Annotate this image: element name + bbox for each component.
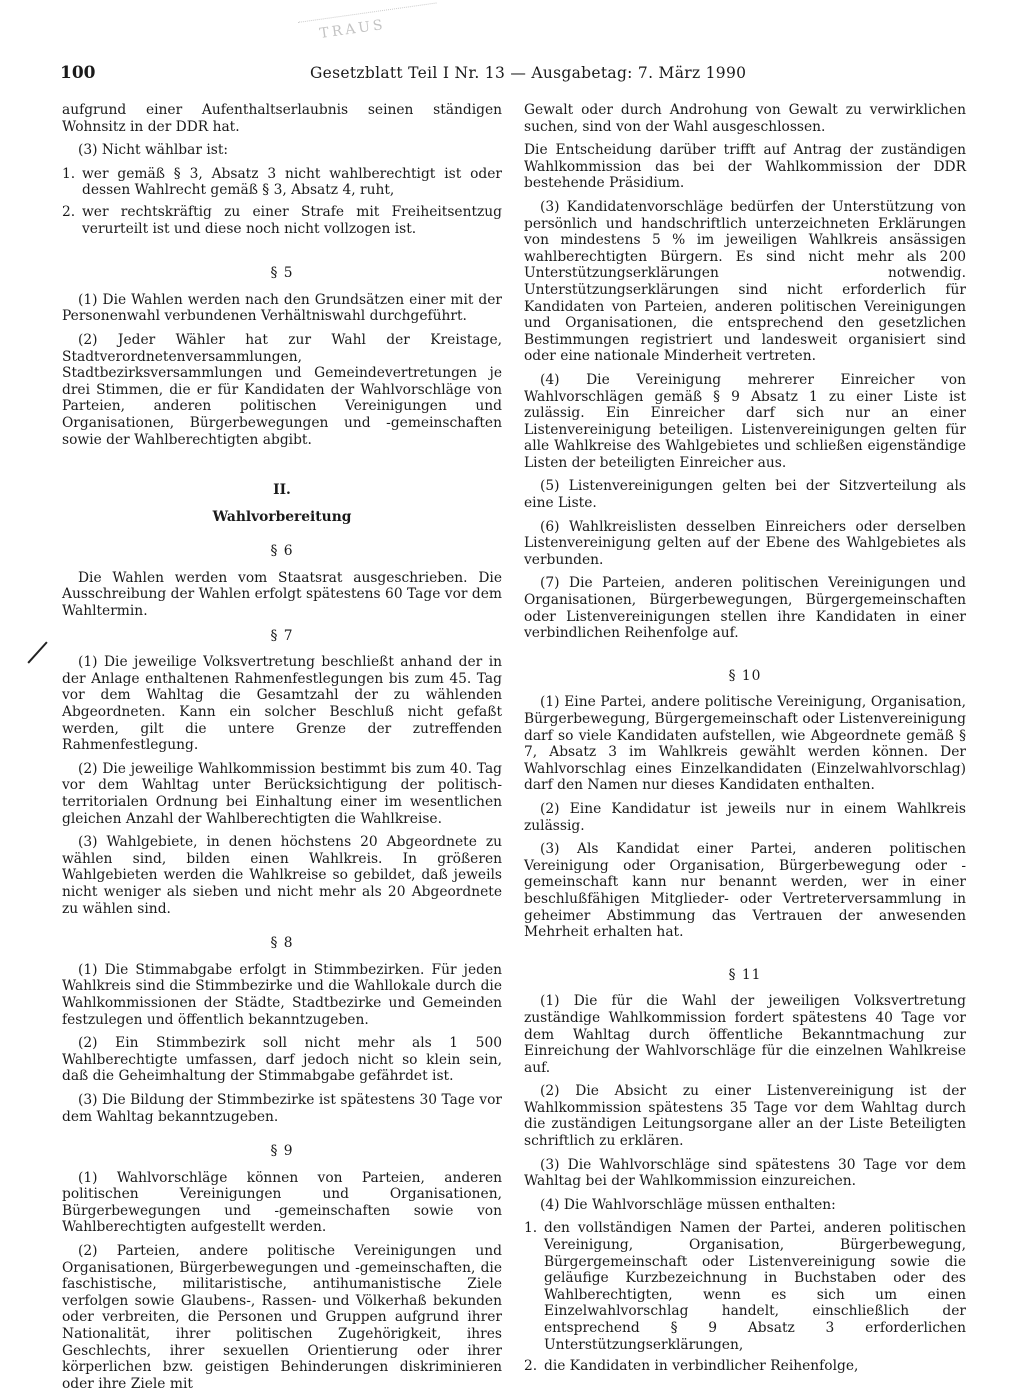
list-text: den vollständigen Namen der Partei, anderen politischen Vereinigung, Organisation, Bürgerbewegung, Bürgergemeinschaft oder Listenvereinigung sowie die geläufige Kurzbezeichnung in Buchstaben oder des Wahlberechtigten, wenn es sich um einen Einzelwahlvorschlag handelt, einschließlich der entsprechend § 9 Absatz 3 erforderlichen Unterstützungserklärungen, (544, 1220, 966, 1353)
section-heading: § 9 (270, 1143, 294, 1160)
paragraph: aufgrund einer Aufenthaltserlaubnis seinen ständigen Wohnsitz in der DDR hat. (62, 102, 502, 135)
paragraph: (7) Die Parteien, anderen politischen Vereinigungen und Organisationen, Bürgerbewegungen, Bürgergemeinschaften oder Listenvereinigungen stellen ihre Kandidaten in einer verbindlichen Reihenfolge auf. (524, 575, 966, 642)
list-item (524, 1358, 966, 1375)
paragraph: (1) Die für die Wahl der jeweiligen Volksvertretung zuständige Wahlkommission fordert spätestens 40 Tage vor dem Wahltag durch öffentliche Bekanntmachung zur Einreichung der Wahlvorschläge für die einzelnen Wahlkreise auf. (524, 993, 966, 1076)
paragraph: (1) Die Stimmabgabe erfolgt in Stimmbezirken. Für jeden Wahlkreis sind die Stimmbezirke und die Wahllokale durch die Wahlkommissionen der Städte, Stadtbezirke und Gemeinden festzulegen und öffentlich bekanntzugeben. (62, 961, 502, 1028)
section-heading: § 11 (728, 966, 762, 983)
paragraph: (1) Die Wahlen werden nach den Grundsätzen einer mit der Personenwahl verbundenen Verhältniswahl durchgeführt. (62, 291, 502, 325)
list-number: 1. (524, 1220, 538, 1237)
section-heading: § 7 (270, 627, 294, 644)
page-header (60, 63, 984, 87)
section-heading: § 10 (728, 667, 762, 684)
paragraph: (1) Wahlvorschläge können von Parteien, anderen politischen Vereinigungen und Organisationen, Bürgerbewegungen und -gemeinschaften sowie von Wahlberechtigten aufgestellt werden. (62, 1169, 502, 1236)
paragraph: (3) Nicht wählbar ist: (78, 142, 229, 159)
page-number: 100 (60, 63, 96, 83)
list-item (62, 166, 502, 199)
list-number: 1. (62, 165, 76, 182)
paragraph: (3) Die Bildung der Stimmbezirke ist spätestens 30 Tage vor dem Wahltag bekanntzugeben. (62, 1091, 502, 1125)
receipt-stamp (298, 2, 442, 62)
stamp-text: TRAUS (318, 16, 387, 42)
paragraph: (2) Die Absicht zu einer Listenvereinigung ist der Wahlkommission spätestens 35 Tage vor dem Wahltag durch die zuständigen Leitungsorgane aller an der Liste Beteiligten schriftlich zu erklären. (524, 1083, 966, 1150)
margin-pen-mark (27, 641, 47, 663)
paragraph: Gewalt oder durch Androhung von Gewalt zu verwirklichen suchen, sind von der Wahl ausgeschlossen. (524, 102, 966, 135)
paragraph: (4) Die Vereinigung mehrerer Einreicher von Wahlvorschlägen gemäß § 9 Absatz 1 zu einer Liste ist zulässig. Ein Einreicher darf sich nur an einer Listenvereinigung beteiligen. Listenvereinigungen gelten für alle Wahlkreise des Wahlgebietes und schließen eigenständige Listen der beteiligten Einreicher aus. (524, 371, 966, 471)
running-title: Gesetzblatt Teil I Nr. 13 — Ausgabetag: 7. März 1990 (310, 64, 747, 82)
section-heading: § 6 (270, 543, 294, 560)
paragraph: (3) Die Wahlvorschläge sind spätestens 30 Tage vor dem Wahltag bei der Wahlkommission einzureichen. (524, 1156, 966, 1190)
paragraph: (6) Wahlkreislisten desselben Einreichers oder derselben Listenvereinigung gelten auf der Ebene des Wahlgebietes als verbunden. (524, 518, 966, 568)
paragraph: (3) Wahlgebiete, in denen höchstens 20 Abgeordnete zu wählen sind, bilden einen Wahlkreis. In größeren Wahlgebieten werden die Wahlkreise so gebildet, daß jeweils nicht weniger als sieben und nicht mehr als 20 Abgeordnete zu wählen sind. (62, 834, 502, 917)
list-item (62, 204, 502, 237)
list-text: die Kandidaten in verbindlicher Reihenfolge, (544, 1358, 859, 1375)
paragraph: (3) Als Kandidat einer Partei, anderen politischen Vereinigung oder Organisation, Bürgerbewegung oder -gemeinschaft kann nur benannt werden, wer in einer beschlußfähigen Mitglieder- oder Vertreterversammlung in geheimer Abstimmung das Vertrauen der anwesenden Mehrheit erhalten hat. (524, 841, 966, 941)
paragraph: (2) Jeder Wähler hat zur Wahl der Kreistage, Stadtverordnetenversammlungen, Stadtbezirksversammlungen und Gemeindevertretungen je drei Stimmen, die er für Kandidaten der Wahlvorschläge von Parteien, anderen politischen Vereinigungen und Organisationen, Bürgerbewegungen und -gemeinschaften sowie der Wahlberechtigten abgibt. (62, 331, 502, 448)
list-item (524, 1220, 966, 1353)
paragraph: Die Wahlen werden vom Staatsrat ausgeschrieben. Die Ausschreibung der Wahlen erfolgt spätestens 60 Tage vor dem Wahltermin. (62, 569, 502, 620)
left-column (62, 102, 502, 1399)
list-number: 2. (524, 1358, 538, 1375)
paragraph: (2) Die jeweilige Wahlkommission bestimmt bis zum 40. Tag vor dem Wahltag unter Berücksichtigung der politisch-territorialen Ordnung bei Einhaltung einer im wesentlichen gleichen Anzahl der Wahlberechtigten die Wahlkreise. (62, 760, 502, 827)
paragraph: Die Entscheidung darüber trifft auf Antrag der zuständigen Wahlkommission das bei der Wahlkommission der DDR bestehende Präsidium. (524, 142, 966, 192)
paragraph: (2) Parteien, andere politische Vereinigungen und Organisationen, Bürgerbewegungen und -gemeinschaften, die faschistische, militaristische, antihumanistische Ziele verfolgen sowie Glaubens-, Rassen- und Völkerhaß bekunden oder verbreiten, die Personen und Gruppen aufgrund ihrer Nationalität, ihrer politischen Zugehörigkeit, ihres Geschlechts, ihrer sexuellen Orientierung oder ihrer körperlichen bzw. geistigen Behinderungen diskriminieren oder ihre Ziele mit (62, 1243, 502, 1392)
section-heading: § 5 (270, 265, 294, 282)
list-text: wer gemäß § 3, Absatz 3 nicht wahlberechtigt ist oder dessen Wahlrecht gemäß § 3, Absatz 4, ruht, (82, 165, 502, 199)
chapter-number: II. (273, 482, 291, 499)
list-number: 2. (62, 203, 76, 220)
paragraph: (3) Kandidatenvorschläge bedürfen der Unterstützung von persönlich und handschriftlich unterzeichneten Erklärungen von mindestens 5 % im jeweiligen Wahlkreis ansässigen wahlberechtigten Bürgern. Es sind nicht mehr als 200 Unterstützungserklärungen notwendig. Unterstützungserklärungen sind nicht erforderlich für Kandidaten von Parteien, anderen politischen Vereinigungen und Organisationen, die entsprechend den gesetzlichen Bestimmungen registriert und landesweit organisiert sind oder eine nationale Minderheit vertreten. (524, 198, 966, 365)
paragraph: (1) Eine Partei, andere politische Vereinigung, Organisation, Bürgerbewegung, Bürgergemeinschaft oder Listenvereinigung darf so viele Kandidaten aufstellen, wie Abgeordnete gemäß § 7, Absatz 3 im Wahlkreis gewählt werden können. Der Wahlvorschlag eines Einzelkandidaten (Einzelwahlvorschlag) darf den Namen nur dieses Kandidaten enthalten. (524, 694, 966, 794)
chapter-title: Wahlvorbereitung (212, 508, 352, 525)
paragraph: (2) Ein Stimmbezirk soll nicht mehr als 1 500 Wahlberechtigte umfassen, darf jedoch nicht so klein sein, daß die Geheimhaltung der Stimmabgabe gefährdet ist. (62, 1035, 502, 1085)
paragraph: (5) Listenvereinigungen gelten bei der Sitzverteilung als eine Liste. (524, 478, 966, 512)
right-column (524, 102, 966, 1380)
paragraph: (2) Eine Kandidatur ist jeweils nur in einem Wahlkreis zulässig. (524, 800, 966, 834)
paragraph: (4) Die Wahlvorschläge müssen enthalten: (540, 1196, 836, 1213)
list-text: wer rechtskräftig zu einer Strafe mit Freiheitsentzug verurteilt ist und diese noch nicht vollzogen ist. (82, 203, 502, 237)
section-heading: § 8 (270, 935, 294, 952)
paragraph: (1) Die jeweilige Volksvertretung beschließt anhand der in der Anlage enthaltenen Rahmenfestlegungen bis zum 45. Tag vor dem Wahltag die Gesamtzahl der zu wählenden Abgeordneten. Kann ein solcher Beschluß nicht gefaßt werden, gilt die untere Grenze der zutreffenden Rahmenfestlegung. (62, 654, 502, 754)
